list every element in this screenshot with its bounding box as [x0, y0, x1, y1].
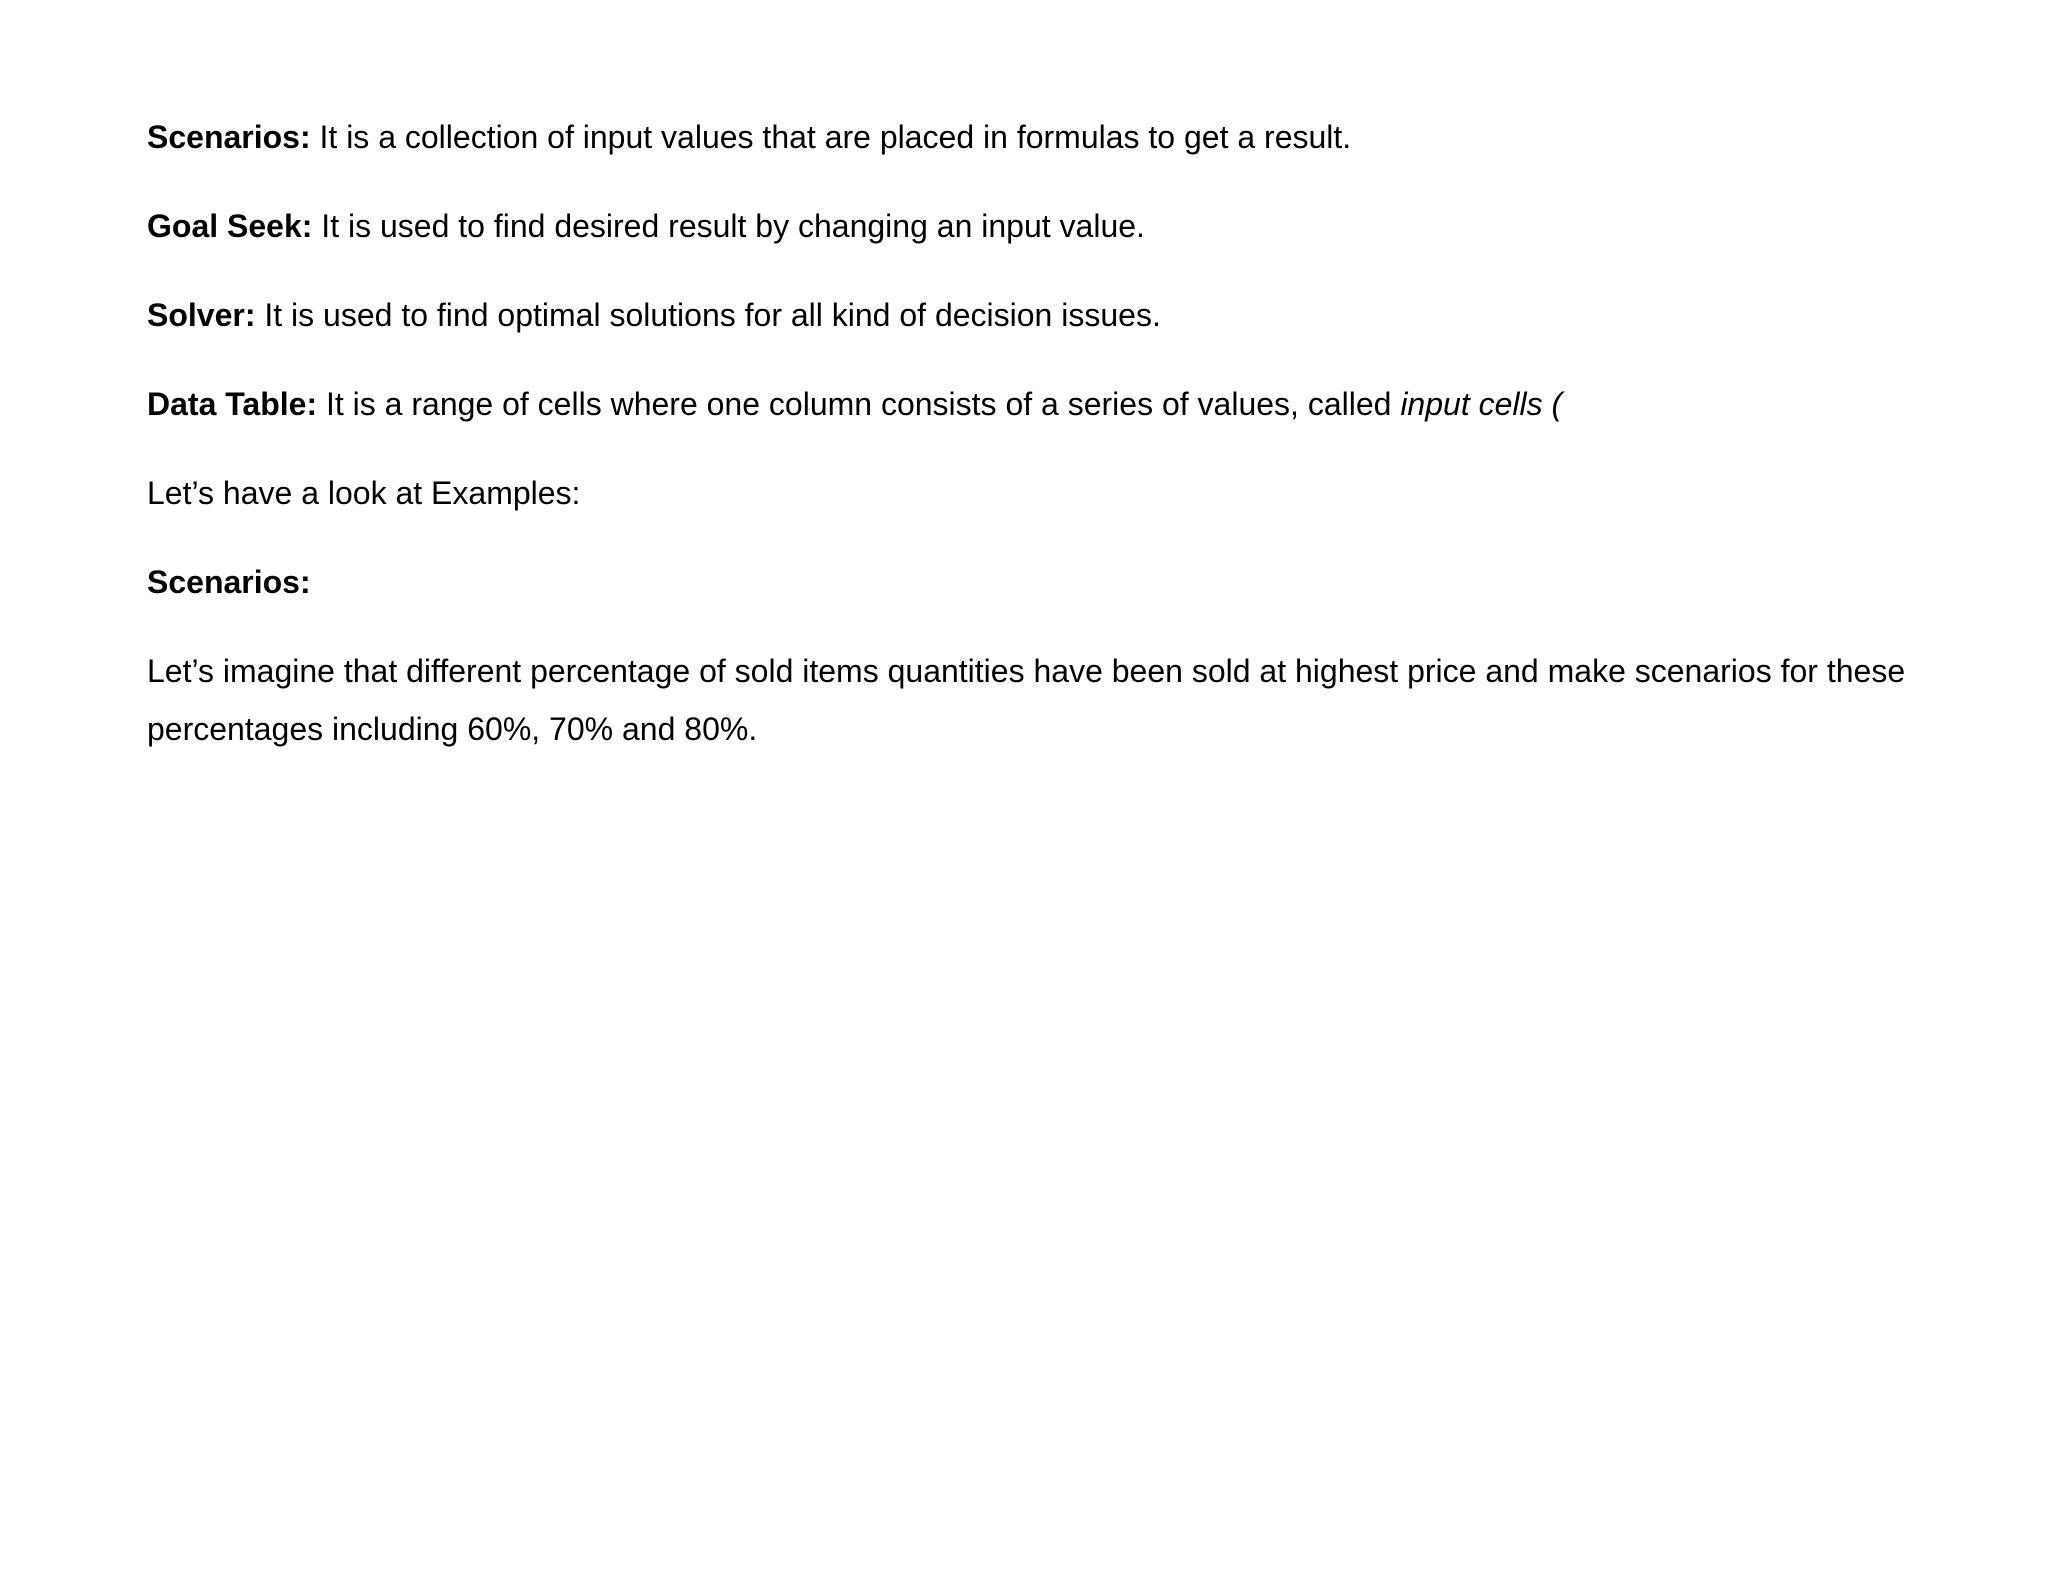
- definition-goal-seek: [147, 197, 1907, 255]
- definition-data-table: [147, 375, 1907, 433]
- definition-text: It is used to find desired result by changing an input value.: [321, 208, 1145, 244]
- definition-italic-text: input cells (: [1400, 386, 1563, 422]
- definition-scenarios: [147, 108, 1907, 166]
- section-heading: Scenarios:: [147, 564, 311, 600]
- definition-term: Scenarios:: [147, 119, 311, 155]
- scenario-description: Let’s imagine that different percentage of sold items quantities have been sold at highest price and make scenarios for these percentages including 60%, 70% and 80%.: [147, 653, 1906, 747]
- definition-term: Data Table:: [147, 386, 318, 422]
- definition-text: It is used to find optimal solutions for all kind of decision issues.: [264, 297, 1161, 333]
- definition-term: Solver:: [147, 297, 256, 333]
- definition-solver: [147, 286, 1907, 344]
- definition-text: It is a collection of input values that are placed in formulas to get a result.: [319, 119, 1352, 155]
- examples-intro: Let’s have a look at Examples:: [147, 475, 581, 511]
- definition-text: It is a range of cells where one column consists of a series of values, called: [326, 386, 1392, 422]
- document-content: [147, 108, 1907, 789]
- definition-term: Goal Seek:: [147, 208, 313, 244]
